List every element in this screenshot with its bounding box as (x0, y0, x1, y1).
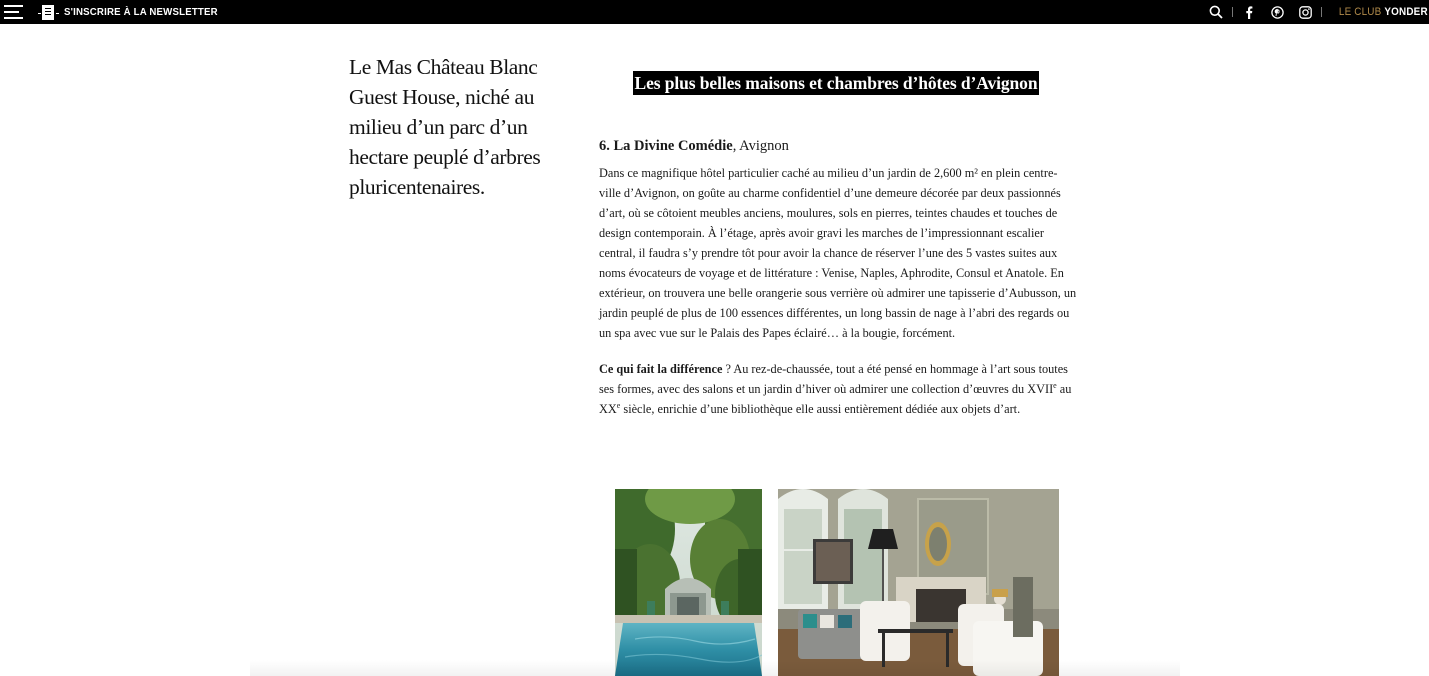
brand-logo[interactable] (1339, 6, 1428, 18)
top-right-nav (1207, 0, 1429, 24)
newsletter-link[interactable] (38, 3, 231, 21)
superscript: e (1053, 380, 1057, 390)
article-body (599, 133, 1077, 435)
section-title-wrapper (599, 71, 1073, 95)
difference-text: siècle, enrichie d’une bibliothèque elle aussi entièrement dédiée aux objets d’art. (620, 402, 1021, 416)
difference-text: ? Au rez-de-chaussée, tout a été pensé en hommage à l’art sous toutes ses formes, avec des salons et un jardin d’hiver où admirer une collection d’œuvres du XVII (599, 362, 1068, 396)
difference-text: au XX (599, 382, 1072, 416)
search-icon[interactable] (1207, 3, 1225, 21)
hotel-description: Dans ce magnifique hôtel particulier caché au milieu d’un jardin de 2,600 m² en plein centre-ville d’Avignon, on goûte au charme confidentiel d’une demeure décorée par deux passionnés d’art, où se côtoient meubles anciens, moulures, sols en pierres, teintes chaudes et touches de design contemporain. À l’étage, après avoir gravi les marches de l’impressionnant escalier central, il faudra s’y prendre tôt pour avoir la chance de réserver l’une des 5 vastes suites aux noms évocateurs de voyage et de littérature : Venise, Naples, Aphrodite, Consul et Anatole. En extérieur, on trouvera une belle orangerie sous verrière où admirer une tapisserie d’Aubusson, un jardin peuplé de plus de 100 essences différentes, un long bassin de nage à l’abri des regards ou un spa avec vue sur le Palais des Papes éclairé… à la bougie, forcément. (599, 166, 1077, 340)
divider (1321, 7, 1322, 17)
top-bar (0, 0, 1429, 24)
newsletter-label: S'INSCRIRE À LA NEWSLETTER (64, 6, 218, 18)
instagram-icon[interactable] (1296, 3, 1314, 21)
newsletter-icon (38, 4, 59, 21)
brand-name: YONDER (1384, 6, 1428, 18)
facebook-icon[interactable] (1240, 3, 1258, 21)
divider (1232, 7, 1233, 17)
difference-paragraph (599, 359, 1077, 419)
hotel-name: 6. La Divine Comédie (599, 138, 733, 154)
pool-garden-photo (615, 489, 762, 676)
pinterest-icon[interactable] (1268, 3, 1286, 21)
salon-interior-photo (778, 489, 1059, 676)
brand-prefix: LE CLUB (1339, 6, 1382, 18)
section-title: Les plus belles maisons et chambres d’hôtes d’Avignon (634, 73, 1038, 93)
hotel-heading (599, 133, 1077, 159)
pull-quote: Le Mas Château Blanc Guest House, niché au milieu d’un parc d’un hectare peuplé d’arbres pluricentenaires. (349, 55, 541, 199)
hotel-city: , Avignon (732, 138, 789, 154)
difference-label: Ce qui fait la différence (599, 362, 723, 376)
superscript: e (616, 400, 621, 410)
menu-icon[interactable] (4, 5, 23, 19)
